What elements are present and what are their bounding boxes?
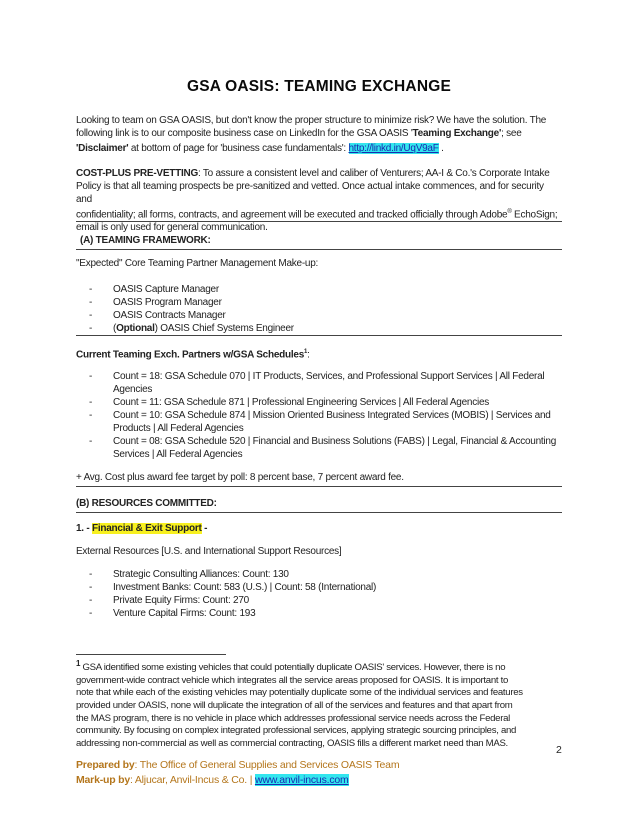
list-item: - OASIS Contracts Manager	[89, 310, 226, 321]
section-b-heading: (B) RESOURCES COMMITTED:	[76, 498, 217, 509]
resources-list	[89, 568, 562, 620]
website-link[interactable]: www.anvil-incus.com	[254, 774, 349, 786]
list-item: - Count = 18: GSA Schedule 070 | IT Products, Services, and Professional Support Services | All Federal Agencies	[89, 371, 545, 395]
divider	[76, 335, 562, 336]
divider	[76, 486, 562, 487]
intro-line-3: 'Disclaimer' at bottom of page for 'business case fundamentals': http://linkd.in/UqV9aF .	[76, 143, 444, 154]
list-item: - OASIS Program Manager	[89, 297, 222, 308]
list-item: - (Optional) OASIS Chief Systems Engineer	[89, 323, 294, 334]
list-item: - Count = 10: GSA Schedule 874 | Mission Oriented Business Integrated Services (MOBIS) | Services and Products | All Federal Agencies	[89, 410, 551, 434]
section-a-subheading: "Expected" Core Teaming Partner Management Make-up:	[76, 258, 319, 269]
list-item: - Investment Banks: Count: 583 (U.S.) | Count: 58 (International)	[89, 582, 377, 593]
divider	[76, 249, 562, 250]
page-title: GSA OASIS: TEAMING EXCHANGE	[186, 78, 452, 95]
financial-exit-highlight: Financial & Exit Support	[91, 523, 202, 534]
partners-list	[89, 370, 562, 461]
list-item: - Count = 11: GSA Schedule 871 | Professional Engineering Services | All Federal Agencies	[89, 397, 489, 408]
partners-heading: Current Teaming Exch. Partners w/GSA Schedules$^1$:	[76, 349, 310, 361]
list-item: - Private Equity Firms: Count: 270	[89, 595, 249, 606]
list-item: - Strategic Consulting Alliances: Count: 130	[89, 569, 289, 580]
section-a-heading: (A) TEAMING FRAMEWORK:	[80, 235, 211, 246]
financial-exit-item: 1. - Financial & Exit Support -	[76, 523, 208, 534]
avg-cost-note: + Avg. Cost plus award fee target by poll: 8 percent base, 7 percent award fee.	[76, 472, 404, 483]
divider	[76, 512, 562, 513]
footer: Prepared by: The Office of General Supplies and Services OASIS Team Mark-up by: Aljucar, Anvil-Incus & Co. | www.anvil-incus.com	[76, 759, 400, 786]
intro-line-2: following link is to our composite business case on LinkedIn for the GSA OASIS 'Teaming Exchange'; see	[76, 128, 522, 139]
footnote-rule	[76, 654, 226, 655]
intro-line-1: Looking to team on GSA OASIS, but don't know the proper structure to minimize risk? We have the solution. The	[76, 115, 547, 126]
list-item: - Venture Capital Firms: Count: 193	[89, 608, 256, 619]
divider	[76, 221, 562, 222]
cost-plus-label: COST-PLUS PRE-VETTING	[76, 168, 198, 179]
management-list	[89, 283, 562, 335]
linkedin-link[interactable]: http://linkd.in/UqV9aF	[348, 143, 439, 154]
list-item: - Count = 08: GSA Schedule 520 | Financial and Business Solutions (FABS) | Legal, Financial & Accounting Services | All Federal Agencies	[89, 436, 557, 460]
external-resources: External Resources [U.S. and International Support Resources]	[76, 546, 342, 557]
page-number: 2	[556, 744, 562, 756]
disclaimer-term: 'Disclaimer'	[76, 143, 129, 154]
intro-paragraph	[76, 114, 562, 155]
footnote: $^1$ GSA identified some existing vehicles that could potentially duplicate OASIS' services. However, there is no government-wide contract vehicle which integrates all the service areas proposed for OASIS. It is important to note that while each of the existing vehicles may potentially duplicate some of the individual services and features provided under OASIS, none will duplicate the integration of all of the services and features and that apart from the MAS program, there is no vehicle in place which addresses professional service needs across the Federal community. By focusing on complex integrated professional services, applying strategic sourcing principles, and addressing non-commercial as well as commercial contracting, OASIS fills a different market need than MAS.	[76, 659, 523, 749]
list-item: - OASIS Capture Manager	[89, 284, 219, 295]
teaming-exchange-term: Teaming Exchange'	[412, 128, 502, 139]
cost-plus-paragraph: COST-PLUS PRE-VETTING: To assure a consistent level and caliber of Venturers; AA-I & Co.'s Corporate Intake Policy is that all teaming prospects be pre-sanitized and vetted. Once actual intake commences, and for security and confidentiality; all forms, contracts, and agreement will be executed and tracked officially through Adobe® EchoSign; email is only used for general communication.	[76, 168, 558, 234]
